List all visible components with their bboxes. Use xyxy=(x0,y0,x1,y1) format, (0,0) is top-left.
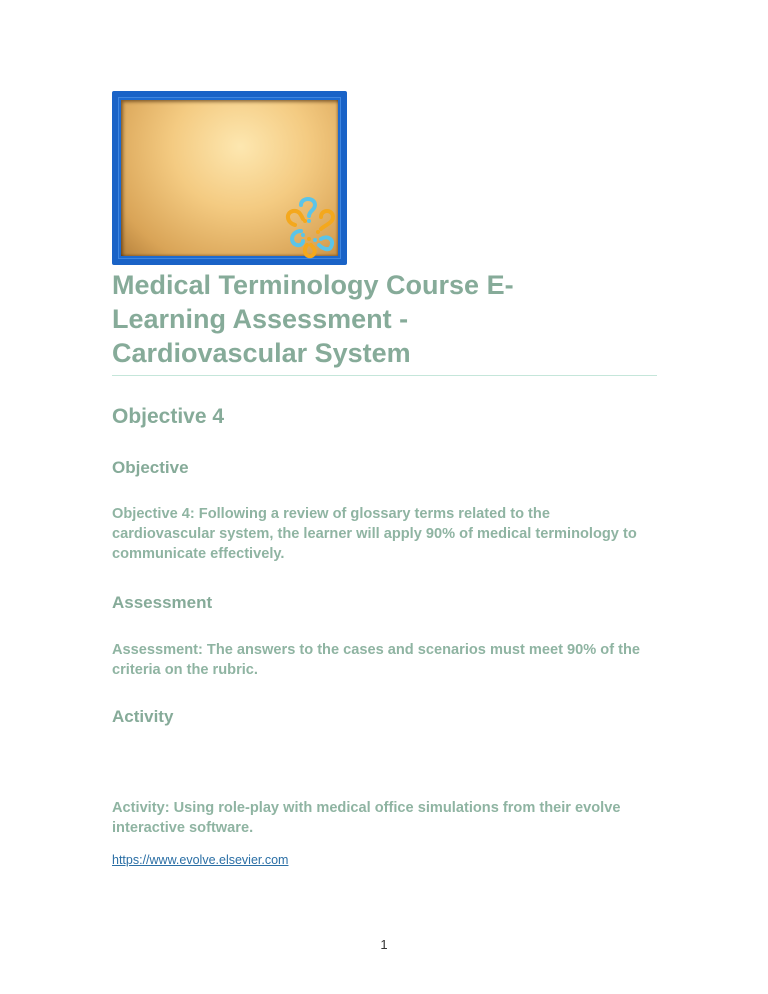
activity-text: Activity: Using role-play with medical office simulations from their evolve interactive software. xyxy=(112,800,621,836)
question-marks-logo-icon xyxy=(281,193,337,259)
evolve-link[interactable]: https://www.evolve.elsevier.com xyxy=(112,853,289,867)
title-line-2: Learning Assessment - xyxy=(112,304,409,334)
document-title xyxy=(112,268,672,370)
assessment-heading: Assessment xyxy=(112,593,213,612)
objective-heading: Objective 4 xyxy=(112,405,225,428)
objective-subheading: Objective xyxy=(112,458,189,477)
title-divider xyxy=(112,375,657,376)
assessment-text: Assessment: The answers to the cases and scenarios must meet 90% of the criteria on the rubric. xyxy=(112,642,641,678)
activity-heading: Activity xyxy=(112,707,174,726)
page-number: 1 xyxy=(380,937,388,952)
cover-image xyxy=(112,91,347,265)
objective-text: Objective 4: Following a review of glossary terms related to the cardiovascular system, the learner will apply 90% of medical terminology to communicate effectively. xyxy=(112,506,637,562)
title-line-3: Cardiovascular System xyxy=(112,338,411,368)
title-line-1: Medical Terminology Course E- xyxy=(112,270,514,300)
